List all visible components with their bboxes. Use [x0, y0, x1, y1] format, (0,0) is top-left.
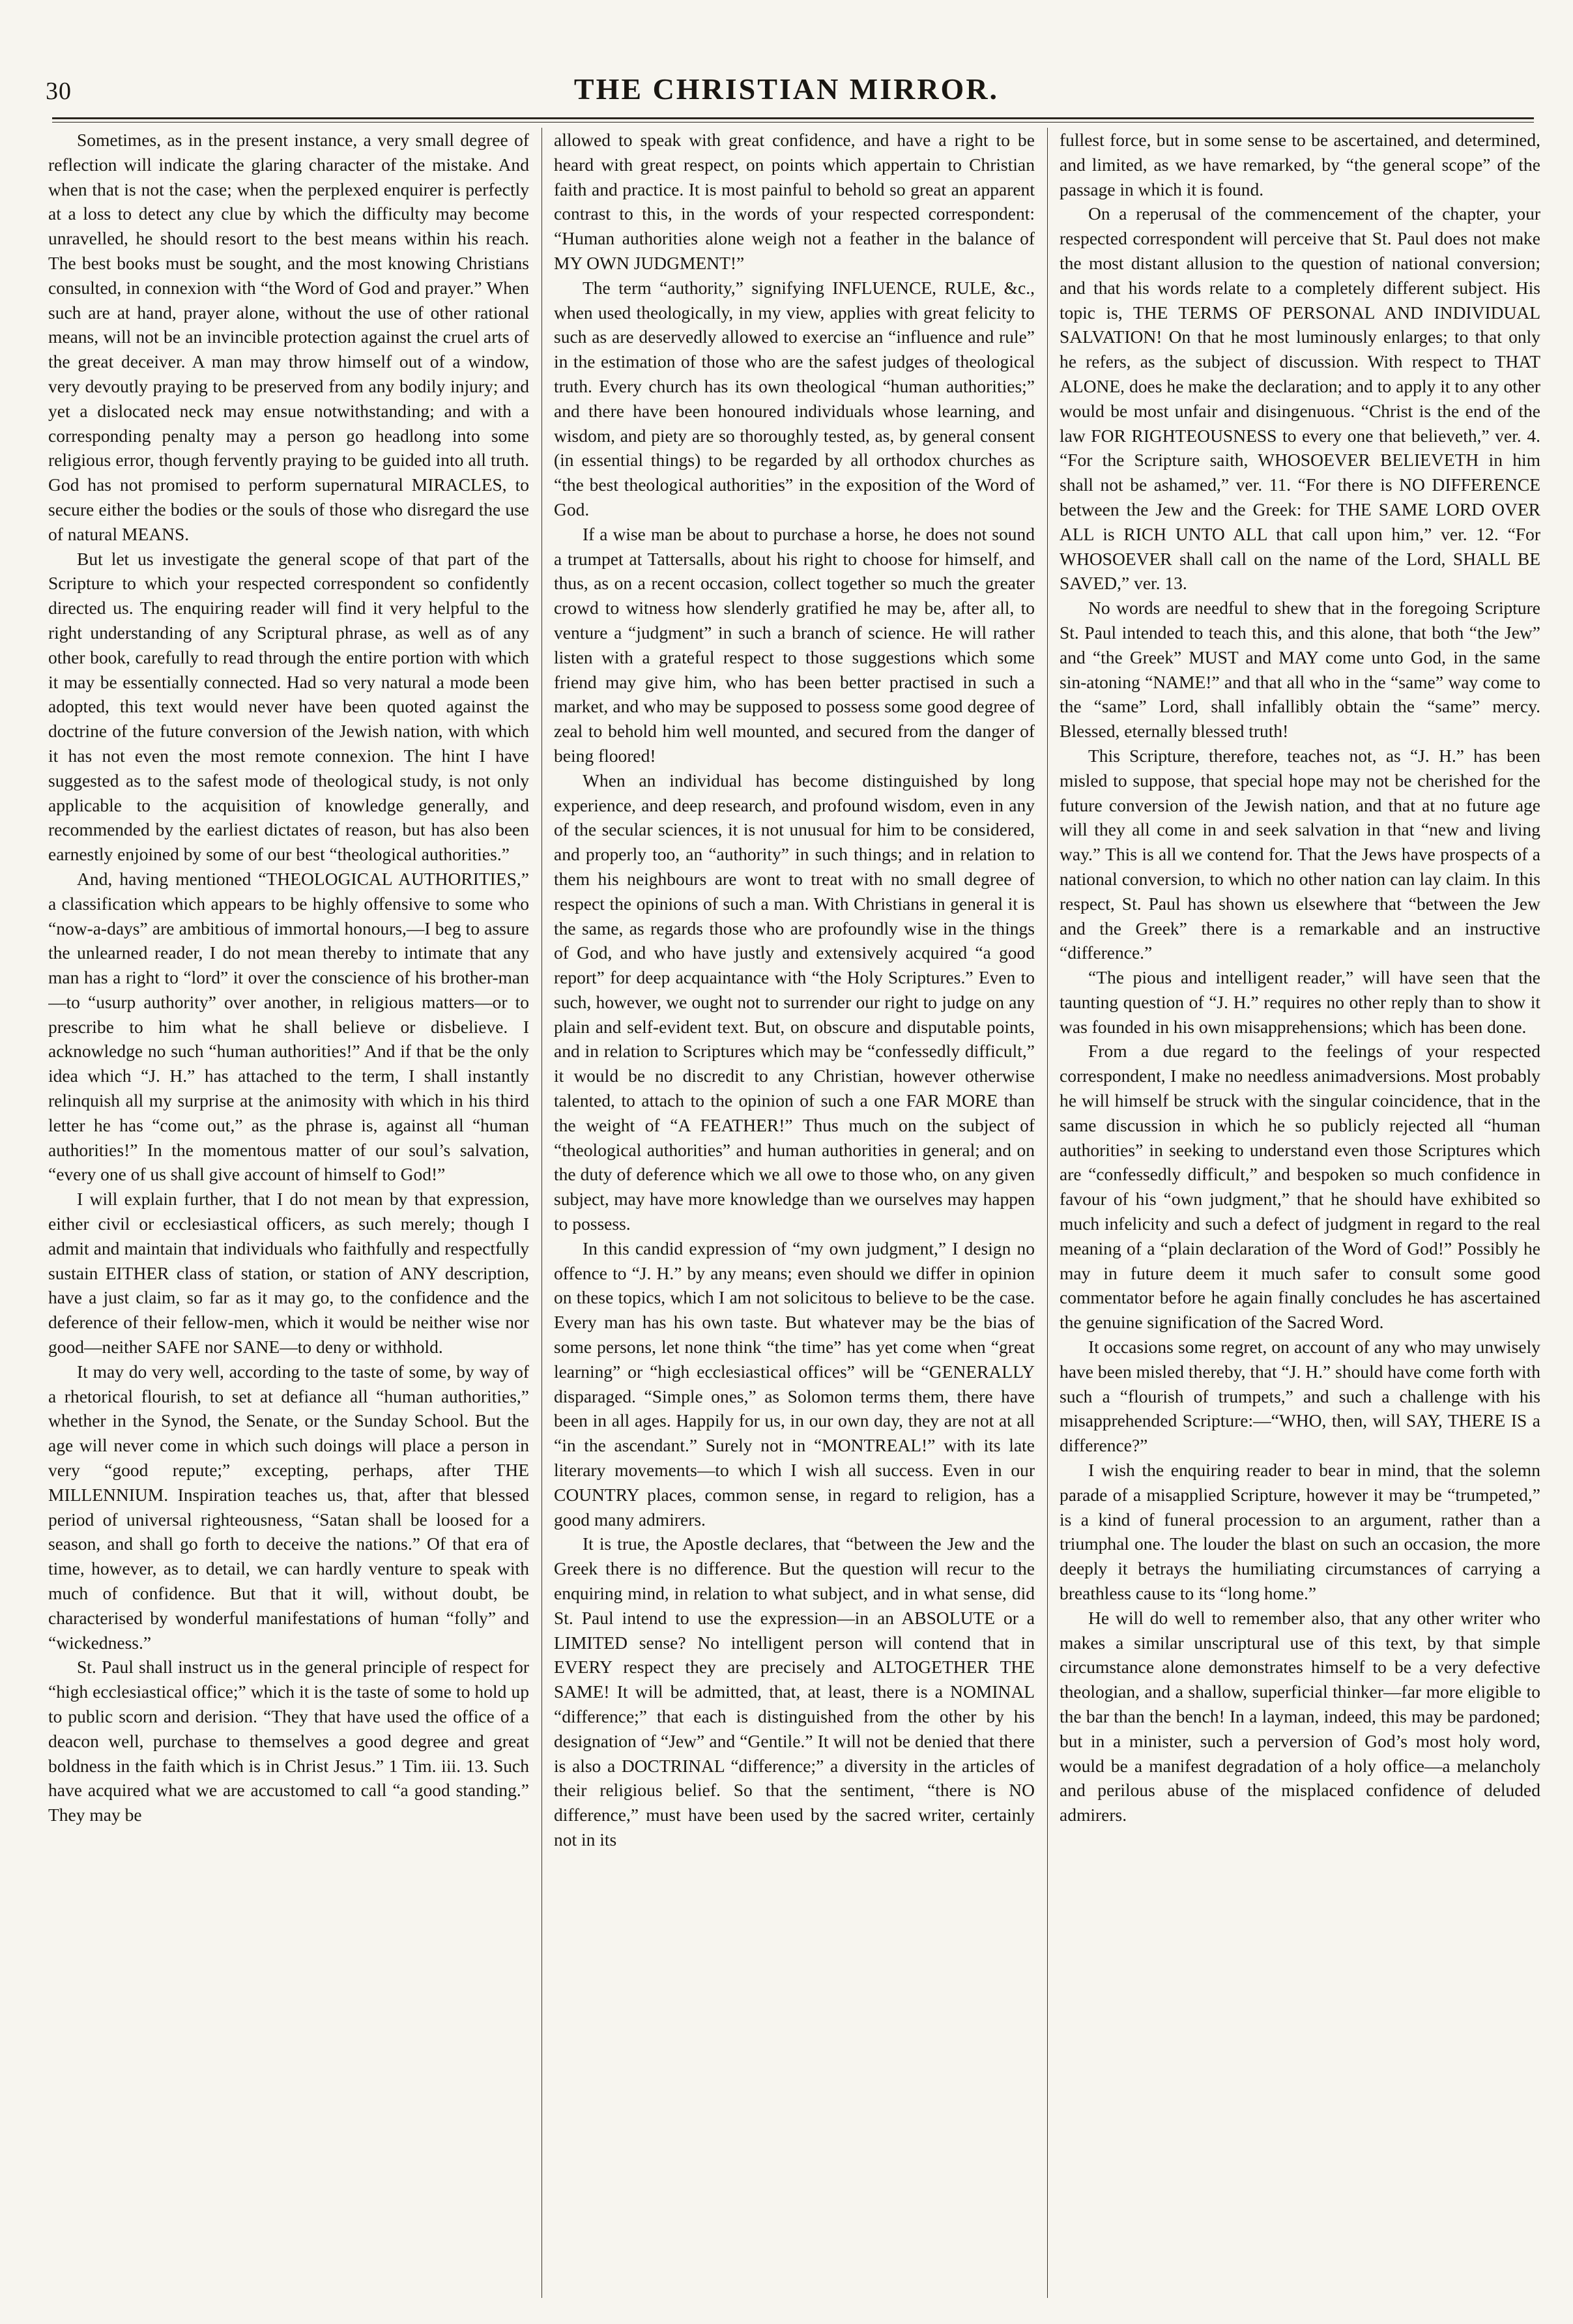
column-divider [1047, 128, 1048, 2298]
paragraph: No words are needful to shew that in the foregoing Scripture St. Paul intended to teach this, and this alone, that both “the Jew” and “the Greek” MUST and MAY come unto God, in the same sin-atoning “NAME!” and that all who in the “same” way come to the “same” Lord, shall infallibly obtain the “same” mercy. Blessed, eternally blessed truth! [1060, 598, 1540, 742]
paragraph: allowed to speak with great confidence, and have a right to be heard with great respect, on points which appertain to Christian faith and practice. It is most painful to behold so great an apparent contrast to this, in the words of your respected correspondent: “Human authorities alone weigh not a feather in the balance of MY OWN JUDGMENT!” [554, 130, 1035, 273]
paragraph: “The pious and intelligent reader,” will have seen that the taunting question of “J. H.” requires no other reply than to show it was founded in his own misapprehensions; which has been done. [1060, 967, 1540, 1037]
paragraph: And, having mentioned “THEOLOGICAL AUTHORITIES,” a classification which appears to be highly offensive to some who “now-a-days” are ambitious of immortal honours,—I beg to assure the unlearned reader, I do not mean thereby to intimate that any man has a right to “lord” it over the conscience of his brother-man—to “usurp authority” over another, in religious matters—or to prescribe to him what he shall believe or disbelieve. I acknowledge no such “human authorities!” And if that be the only idea which “J. H.” has attached to the term, I shall instantly relinquish all my surprise at the animosity with which in his third letter he has “come out,” as the phrase is, against all “human authorities!” In the momentous matter of our soul’s salvation, “every one of us shall give account of himself to God!” [48, 868, 529, 1185]
paragraph: I will explain further, that I do not mean by that expression, either civil or ecclesiastical officers, as such merely; though I admit and maintain that individuals who faithfully and respectfully sustain EITHER class of station, or station of ANY description, have a just claim, so far as it may go, to the confidence and the deference of their fellow-men, which it would be neither wise nor good—neither SAFE nor SANE—to deny or withhold. [48, 1189, 529, 1358]
column-divider [541, 128, 542, 2298]
paragraph: If a wise man be about to purchase a horse, he does not sound a trumpet at Tattersalls, about his right to choose for himself, and thus, as on a recent occasion, collect together so much the greater crowd to witness how slenderly gratified he may be, after all, to venture a “judgment” in such a branch of science. He will rather listen with a grateful respect to those suggestions which some friend may give him, who has been better practised in such a market, and who may be supposed to possess some good degree of zeal to behold him well mounted, and secured from the danger of being floored! [554, 523, 1035, 766]
column-3 [1060, 128, 1540, 2298]
article-columns [48, 128, 1540, 2298]
column-1 [48, 128, 529, 2298]
paragraph: From a due regard to the feelings of your respected correspondent, I make no needless animadversions. Most probably he will himself be struck with the singular coincidence, that in the same discussion in which he so publicly rejected all “human authorities” in seeking to understand even those Scriptures which are “confessedly difficult,” and bespoken so much confidence in favour of his “own judgment,” that he should have exhibited so much infelicity and such a defect of judgment in regard to the real meaning of a “plain declaration of the Word of God!” Possibly he may in future deem it much safer to consult some good commentator before he again finally concludes he has ascertained the genuine signification of the Sacred Word. [1060, 1041, 1540, 1333]
page-number: 30 [46, 78, 72, 105]
paragraph: This Scripture, therefore, teaches not, as “J. H.” has been misled to suppose, that special hope may not be cherished for the future conversion of the Jewish nation, and that at no future age will they all come in and seek salvation in that “new and living way.” This is all we contend for. That the Jews have prospects of a national conversion, to which no other nation can lay claim. In this respect, St. Paul has shown us elsewhere that “between the Jew and the Greek” there is a remarkable and an instructive “difference.” [1060, 745, 1540, 963]
masthead-title: THE CHRISTIAN MIRROR. [573, 72, 1000, 106]
paragraph: fullest force, but in some sense to be ascertained, and determined, and limited, as we have remarked, by “the general scope” of the passage in which it is found. [1060, 130, 1540, 199]
paragraph: But let us investigate the general scope of that part of the Scripture to which your respected correspondent so confidently directed us. The enquiring reader will find it very helpful to the right understanding of any Scriptural phrase, as well as of any other book, carefully to read through the entire portion with which it may be essentially connected. Had so very natural a mode been adopted, this text would never have been quoted against the doctrine of the future conversion of the Jewish nation, with which it has not even the most remote connexion. The hint I have suggested as to the safest mode of theological study, is not only applicable to the acquisition of knowledge generally, and recommended by the earliest dictates of reason, but has also been earnestly enjoined by some of our best “theological authorities.” [48, 548, 529, 865]
paragraph: Sometimes, as in the present instance, a very small degree of reflection will indicate the glaring character of the mistake. And when that is not the case; when the perplexed enquirer is perfectly at a loss to detect any clue by which the difficulty may become unravelled, he should resort to the best means within his reach. The best books must be sought, and the most knowing Christians consulted, in connexion with “the Word of God and prayer.” When such are at hand, prayer alone, without the use of other rational means, will not be an invincible protection against the cruel arts of the great deceiver. A man may throw himself out of a window, very devoutly praying to be preserved from any bodily injury; and yet a dislocated neck may ensue notwithstanding; and with a corresponding penalty may a person go headlong into some religious error, though fervently praying to be guided into all truth. God has not promised to perform supernatural MIRACLES, to secure either the bodies or the souls of those who disregard the use of natural MEANS. [48, 130, 529, 544]
paragraph: In this candid expression of “my own judgment,” I design no offence to “J. H.” by any means; even should we differ in opinion on these topics, which I am not solicitous to believe to be the case. Every man has his own taste. But whatever may be the bias of some persons, let none think “the time” has yet come when “great learning” or “high ecclesiastical offices” will be “GENERALLY disparaged. “Simple ones,” as Solomon terms them, there have been in all ages. Happily for us, in our own day, they are not at all “in the ascendant.” Surely not in “MONTREAL!” with its late literary movements—to which I wish all success. Even in our COUNTRY places, common sense, in regard to religion, has a good many admirers. [554, 1238, 1035, 1530]
paragraph: I wish the enquiring reader to bear in mind, that the solemn parade of a misapplied Scripture, however it may be “trumpeted,” is a kind of funeral procession to an argument, rather than a triumphal one. The louder the blast on such an occasion, the more deeply it betrays the humiliating circumstances of carrying a breathless cause to its “long home.” [1060, 1460, 1540, 1604]
header-rule [52, 117, 1534, 123]
paragraph: It is true, the Apostle declares, that “between the Jew and the Greek there is no difference. But the question will recur to the enquiring mind, in relation to what subject, and in what sense, did St. Paul intend to use the expression—in an ABSOLUTE or a LIMITED sense? No intelligent person will contend that in EVERY respect they are precisely and ALTOGETHER THE SAME! It will be admitted, that, at least, there is a NOMINAL “difference;” that each is distinguished from the other by his designation of “Jew” and “Gentile.” It will not be denied that there is also a DOCTRINAL “difference;” a diversity in the articles of their religious belief. So that the sentiment, “there is NO difference,” must have been used by the sacred writer, certainly not in its [554, 1533, 1035, 1850]
page-header [26, 72, 1547, 124]
paragraph: On a reperusal of the commencement of the chapter, your respected correspondent will perceive that St. Paul does not make the most distant allusion to the question of national conversion; and that his words relate to a completely different subject. His topic is, THE TERMS OF PERSONAL AND INDIVIDUAL SALVATION! On that he most luminously enlarges; to that only he refers, as the subject of discussion. With respect to THAT ALONE, does he make the declaration; and to apply it to any other would be most unfair and disingenuous. “Christ is the end of the law FOR RIGHTEOUSNESS to every one that believeth,” ver. 4. “For the Scripture saith, WHOSOEVER BELIEVETH in him shall not be ashamed,” ver. 11. “For there is NO DIFFERENCE between the Jew and the Greek: for THE SAME LORD OVER ALL is RICH UNTO ALL that call upon him,” ver. 12. “For WHOSOEVER shall call on the name of the Lord, SHALL BE SAVED,” ver. 13. [1060, 203, 1540, 594]
column-2 [554, 128, 1035, 2298]
paragraph: It may do very well, according to the taste of some, by way of a rhetorical flourish, to set at defiance all “human authorities,” whether in the Synod, the Senate, or the Sunday School. But the age will never come in which such doings will place a person in very “good repute;” excepting, perhaps, after THE MILLENNIUM. Inspiration teaches us, that, after that blessed period of universal righteousness, “Satan shall be loosed for a season, and shall go forth to deceive the nations.” Of that era of time, however, as to detail, we can hardly venture to speak with much of confidence. But that it will, without doubt, be characterised by wonderful manifestations of human “folly” and “wickedness.” [48, 1361, 529, 1653]
paragraph: He will do well to remember also, that any other writer who makes a similar unscriptural use of this text, by that simple circumstance alone demonstrates himself to be a very defective theologian, and a shallow, superficial thinker—far more eligible to the bar than the bench! In a layman, indeed, this may be pardoned; but in a minister, such a perversion of God’s most holy word, would be a manifest degradation of a holy office—a melancholy and perilous abuse of the misplaced confidence of deluded admirers. [1060, 1607, 1540, 1825]
paragraph: When an individual has become distinguished by long experience, and deep research, and profound wisdom, even in any of the secular sciences, it is not unusual for him to be considered, and properly too, an “authority” in such things; and in relation to them his neighbours are wont to treat with no small degree of respect the opinions of such a man. With Christians in general it is the same, as regards those who are profoundly wise in the things of God, and who have justly and extensively acquired “a good report” for deep acquaintance with “the Holy Scriptures.” Even to such, however, we ought not to surrender our right to judge on any plain and self-evident text. But, on obscure and disputable points, and in relation to Scriptures which may be “confessedly difficult,” it would be no discredit to any Christian, however otherwise talented, to attach to the opinion of such a one FAR MORE than the weight of “A FEATHER!” Thus much on the subject of “theological authorities” and human authorities in general; and on the duty of deference which we all owe to those who, on any given subject, may have more knowledge than we ourselves may happen to possess. [554, 770, 1035, 1234]
paragraph: The term “authority,” signifying INFLUENCE, RULE, &c., when used theologically, in my view, applies with great felicity to such as are deservedly allowed to exercise an “influence and rule” in the estimation of those who are the safest judges of theological truth. Every church has its own theological “human authorities;” and there have been honoured individuals whose learning, and wisdom, and piety are so thoroughly tested, as, by general consent (in essential things) to be regarded by all orthodox churches as “the best theological authorities” in the exposition of the Word of God. [554, 277, 1035, 519]
paragraph: St. Paul shall instruct us in the general principle of respect for “high ecclesiastical office;” which it is the taste of some to hold up to public scorn and derision. “They that have used the office of a deacon well, purchase to themselves a good degree and great boldness in the faith which is in Christ Jesus.” 1 Tim. iii. 13. Such have acquired what we are accustomed to call “a good standing.” They may be [48, 1657, 529, 1825]
paragraph: It occasions some regret, on account of any who may unwisely have been misled thereby, that “J. H.” should have come forth with such a “flourish of trumpets,” and such a challenge with his misapprehended Scripture:—“WHO, then, will SAY, THERE IS a difference?” [1060, 1337, 1540, 1456]
